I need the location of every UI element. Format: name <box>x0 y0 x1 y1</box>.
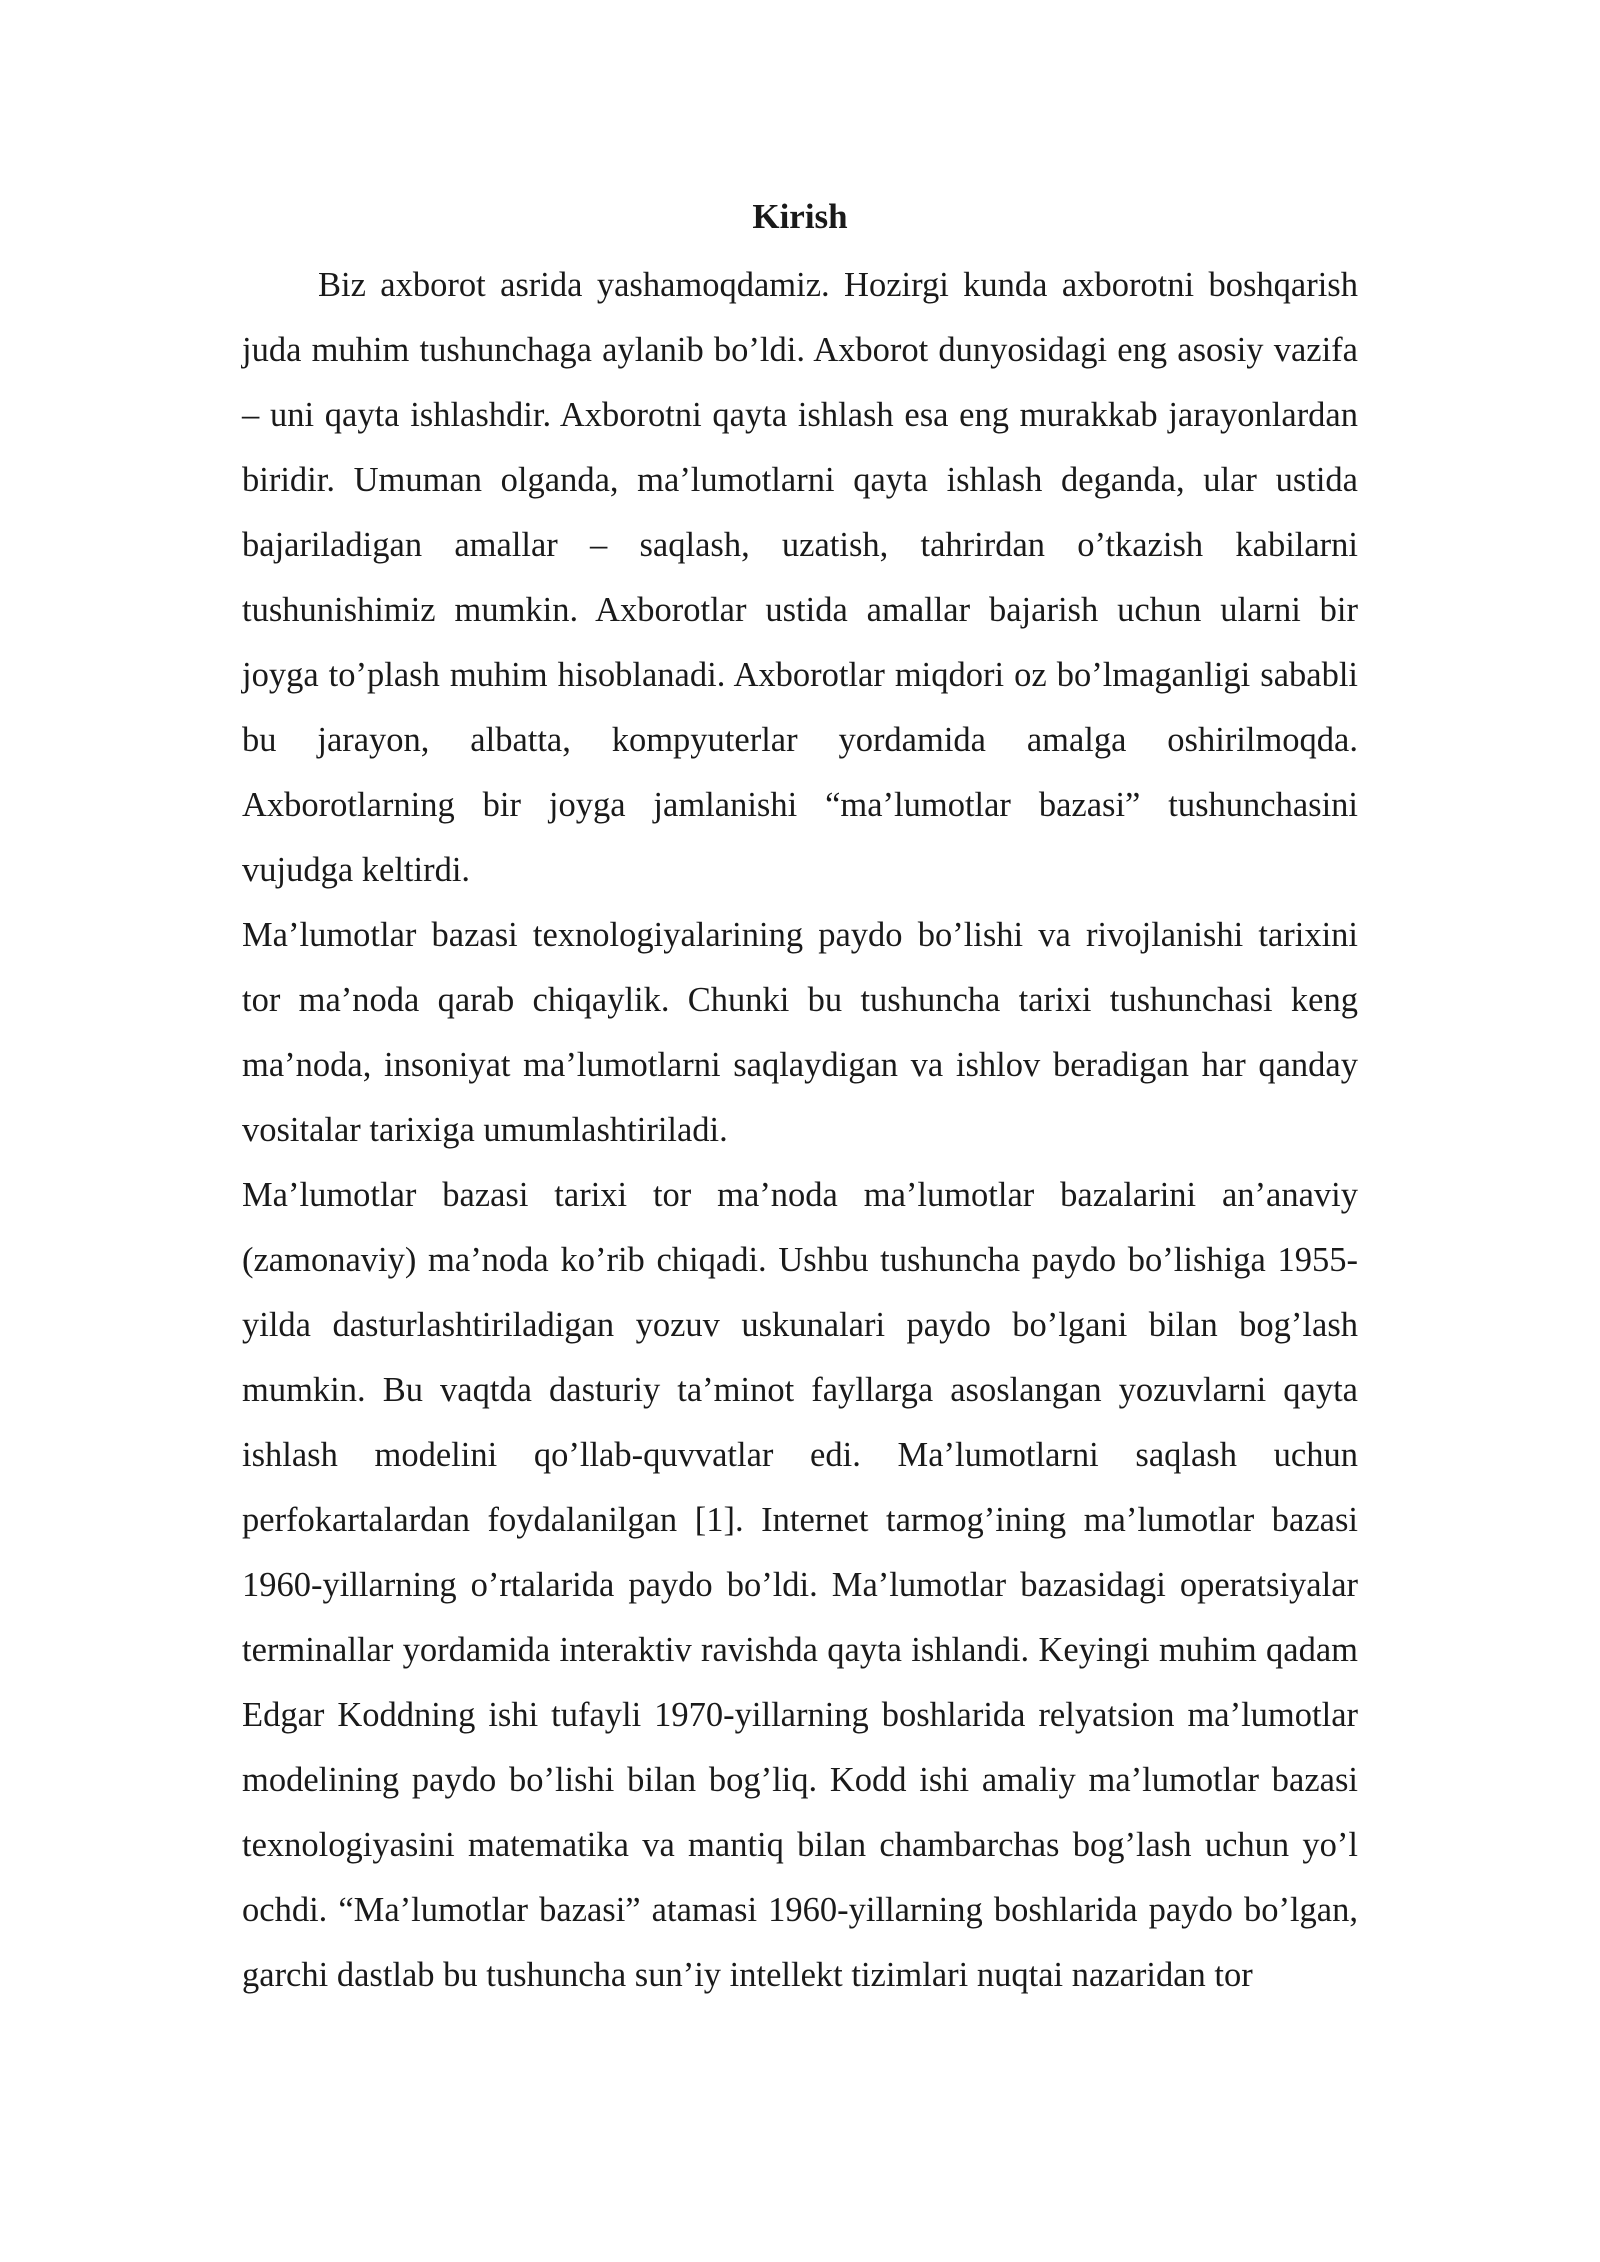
paragraph-history-overview: Ma’lumotlar bazasi texnologiyalarining paydo bo’lishi va rivojlanishi tarixini tor ma’noda qarab chiqaylik. Chunki bu tushuncha tarixi tushunchasi keng ma’noda, insoniyat ma’lumotlarni saqlaydigan va ishlov beradigan har qanday vositalar tarixiga umumlashtiriladi. <box>242 916 1358 1149</box>
paragraph-history-narrow: Ma’lumotlar bazasi tarixi tor ma’noda ma’lumotlar bazalarini an’anaviy (zamonaviy) ma’noda ko’rib chiqadi. Ushbu tushuncha paydo bo’lishiga 1955-yilda dasturlashtiriladigan yozuv uskunalari paydo bo’lgani bilan bog’lash mumkin. Bu vaqtda dasturiy ta’minot fayllarga asoslangan yozuvlarni qayta ishlash modelini qo’llab-quvvatlar edi. Ma’lumotlarni saqlash uchun perfokartalardan foydalanilgan [1]. Internet tarmog’ining ma’lumotlar bazasi 1960-yillarning o’rtalarida paydo bo’ldi. Ma’lumotlar bazasidagi operatsiyalar terminallar yordamida interaktiv ravishda qayta ishlandi. Keyingi muhim qadam Edgar Koddning ishi tufayli 1970-yillarning boshlarida relyatsion ma’lumotlar modelining paydo bo’lishi bilan bog’liq. Kodd ishi amaliy ma’lumotlar bazasi texnologiyasini matematika va mantiq bilan chambarchas bog’lash uchun yo’l ochdi. “Ma’lumotlar bazasi” atamasi 1960-yillarning boshlarida paydo bo’lgan, garchi dastlab bu tushuncha sun’iy intellekt tizimlari nuqtai nazaridan tor <box>242 1176 1358 1994</box>
paragraph-intro: Biz axborot asrida yashamoqdamiz. Hozirgi kunda axborotni boshqarish juda muhim tushunchaga aylanib bo’ldi. Axborot dunyosidagi eng asosiy vazifa – uni qayta ishlashdir. Axborotni qayta ishlash esa eng murakkab jarayonlardan biridir. Umuman olganda, ma’lumotlarni qayta ishlash deganda, ular ustida bajariladigan amallar – saqlash, uzatish, tahrirdan o’tkazish kabilarni tushunishimiz mumkin. Axborotlar ustida amallar bajarish uchun ularni bir joyga to’plash muhim hisoblanadi. Axborotlar miqdori oz bo’lmaganligi sababli bu jarayon, albatta, kompyuterlar yordamida amalga oshirilmoqda. Axborotlarning bir joyga jamlanishi “ma’lumotlar bazasi” tushunchasini vujudga keltirdi. <box>242 266 1358 889</box>
document-body <box>242 188 1358 2008</box>
page-title: Kirish <box>752 197 848 236</box>
